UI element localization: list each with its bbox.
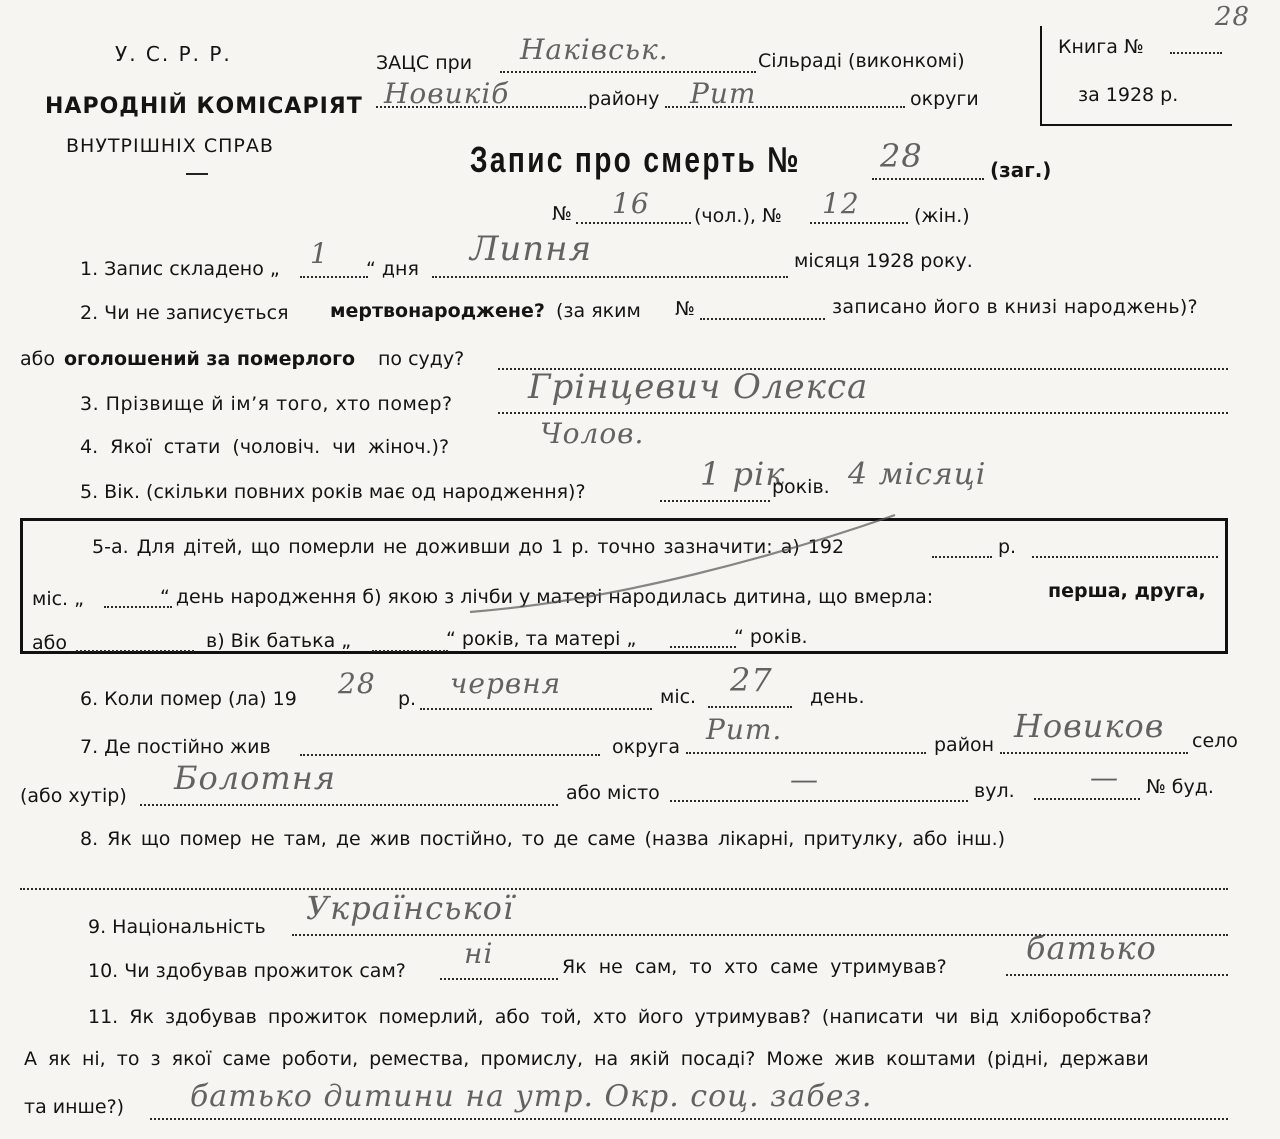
item3-label: 3. Прізвище й ім’я того, хто помер? — [80, 393, 453, 415]
item7-line1 — [300, 754, 600, 756]
item7b-village: Болотня — [174, 759, 337, 797]
female-no-suffix: (жін.) — [914, 205, 970, 227]
item5a-l2a: міс. „ — [32, 588, 84, 610]
state-name: У. С. Р. Р. — [115, 42, 232, 66]
item11-line — [150, 1118, 1228, 1120]
item7-d: село — [1192, 730, 1238, 752]
page-number: 28 — [1214, 2, 1250, 32]
item11-l2: А як ні, то з якої саме роботи, ремества, промислу, на якій посаді? Може жив коштами (рідні, держави — [24, 1048, 1149, 1070]
item1-pre: 1. Запис складено „ — [80, 258, 280, 280]
item5a-l3d: “ років. — [734, 626, 808, 648]
item7-okrug: Рит. — [706, 713, 783, 746]
item7-raion-line — [1000, 752, 1188, 754]
item5-years: років. — [772, 476, 830, 498]
commissariat-name: НАРОДНІЙ КОМІСАРІЯТ — [45, 94, 363, 119]
item9-label: 9. Національність — [88, 916, 266, 938]
item6-d: день. — [810, 686, 865, 708]
item5a-l3b: в) Вік батька „ — [206, 630, 352, 652]
book-year: за 1928 р. — [1078, 84, 1179, 106]
item7b-street-line — [1034, 798, 1140, 800]
item2-d: № — [675, 298, 695, 320]
item1-post: місяця 1928 року. — [794, 250, 973, 272]
item11-l3: та инше?) — [24, 1096, 125, 1118]
book-label: Книга № — [1058, 36, 1144, 58]
item6-year: 28 — [338, 667, 376, 700]
item6-day-line — [708, 706, 792, 708]
item6-month-line — [420, 708, 652, 710]
item5a-l2b: “ день народження б) якою з лічби у матері народилась дитина, що вмерла: — [160, 586, 934, 608]
item9-value: Української — [306, 889, 515, 927]
item4-label: 4. Якої стати (чоловіч. чи жіноч.)? — [80, 436, 450, 458]
item10-self: ні — [464, 937, 494, 970]
district-value: Новикіб — [384, 77, 510, 110]
item7-raion: Новиков — [1014, 707, 1165, 745]
item5a-l3a: або — [32, 632, 67, 654]
okrug-label: округи — [910, 88, 979, 110]
item2-c: (за яким — [556, 300, 641, 322]
item7-okrug-line — [686, 752, 926, 754]
district-label: району — [588, 88, 660, 110]
item5a-l2c: перша, друга, — [1048, 580, 1206, 602]
item11-l1: 11. Як здобував прожиток померлий, або той, хто його утримував? (написати чи від хліборобства? — [88, 1006, 1152, 1028]
female-no-value: 12 — [822, 187, 860, 220]
item11-value: батько дитини на утр. Окр. соц. забез. — [190, 1079, 873, 1114]
item7-b: округа — [612, 736, 681, 758]
department-name: ВНУТРІШНІХ СПРАВ — [66, 135, 274, 157]
item7b-c: вул. — [974, 780, 1015, 802]
zags-suffix: Сільраді (виконкомі) — [758, 50, 965, 72]
item2b-a: або — [20, 348, 55, 370]
item7b-b: або місто — [566, 782, 660, 804]
item2b-b: оголошений за померлого — [64, 348, 356, 370]
item8-line — [20, 888, 1228, 890]
item7-c: район — [934, 734, 995, 756]
male-no-suffix: (чол.), № — [694, 205, 782, 227]
item7b-city-line — [670, 800, 968, 802]
item7-a: 7. Де постійно жив — [80, 736, 271, 758]
item7b-village-line — [140, 804, 558, 806]
item3-value: Грінцевич Олекса — [528, 367, 869, 407]
item6-c: міс. — [660, 686, 697, 708]
item10-a: 10. Чи здобував прожиток сам? — [88, 960, 406, 982]
record-title: Запис про смерть № — [470, 139, 801, 180]
item5-value: 1 рік — [700, 455, 786, 493]
item5a-l1: 5-а. Для дітей, що померли не доживши до 1 р. точно зазначити: а) 192 — [92, 536, 845, 558]
item5a-l1b: р. — [998, 536, 1017, 558]
item2-b: мертвонароджене? — [330, 300, 545, 322]
item10-who: батько — [1026, 929, 1157, 967]
item7b-d: № буд. — [1146, 776, 1214, 798]
male-no-value: 16 — [612, 187, 650, 220]
item6-b: р. — [398, 688, 417, 710]
item1-mid: “ дня — [366, 258, 419, 280]
item2b-c: по суду? — [378, 348, 465, 370]
item10-b: Як не сам, то хто саме утримував? — [562, 956, 947, 978]
item7b-city: — — [790, 763, 819, 796]
zags-prefix: ЗАЦС при — [376, 52, 473, 74]
record-number-suffix: (заг.) — [990, 158, 1052, 182]
item6-a: 6. Коли помер (ла) 19 — [80, 688, 297, 710]
item5a-l3c: “ років, та матері „ — [446, 628, 637, 650]
male-no-label: № — [552, 203, 572, 225]
item7b-a: (або хутір) — [20, 785, 127, 807]
item1-month-value: Липня — [470, 229, 593, 269]
zags-village-value: Наківськ. — [520, 33, 669, 66]
item2-e: записано його в книзі народжень)? — [832, 296, 1198, 318]
item8-label: 8. Як що помер не там, де жив постійно, то де саме (назва лікарні, притулку, або інш.) — [80, 828, 1006, 850]
okrug-value: Рит — [690, 77, 757, 110]
item4-value: Чолов. — [540, 417, 645, 450]
item5-label: 5. Вік. (скільки повних років має од народження)? — [80, 481, 586, 503]
item7b-street: — — [1090, 761, 1119, 794]
item10-who-line — [1006, 974, 1228, 976]
item5-extra: 4 місяці — [848, 457, 987, 492]
item6-month: червня — [450, 667, 562, 700]
item2-a: 2. Чи не записується — [80, 302, 289, 324]
item6-day: 27 — [730, 661, 773, 699]
record-number-value: 28 — [880, 137, 923, 175]
item1-day-value: 1 — [310, 237, 329, 270]
item10-self-line — [440, 978, 558, 980]
